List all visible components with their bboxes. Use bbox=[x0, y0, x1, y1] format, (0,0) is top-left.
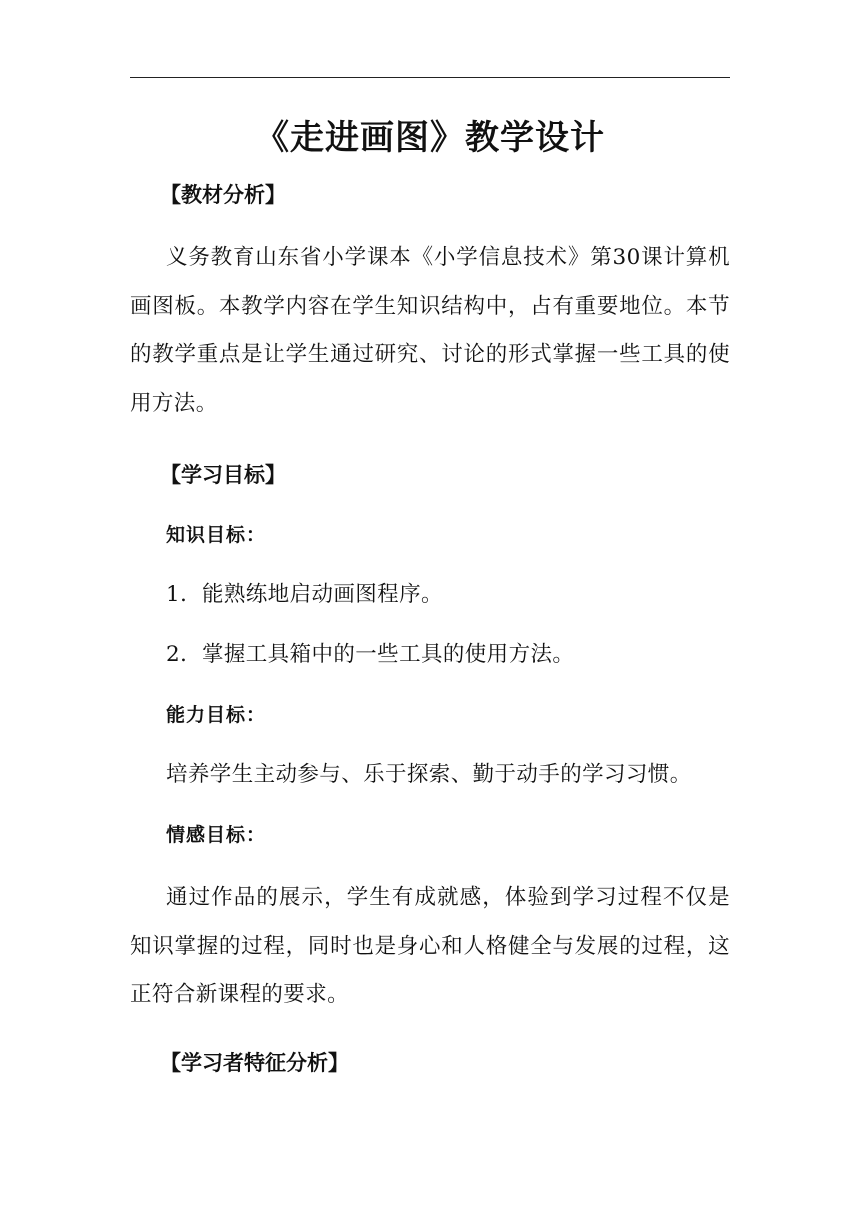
emotion-goals-label: 情感目标： bbox=[166, 824, 267, 846]
section-heading-material-analysis: 【教材分析】 bbox=[160, 182, 286, 207]
emotion-goals-paragraph: 通过作品的展示，学生有成就感，体验到学习过程不仅是知识掌握的过程，同时也是身心和人格健全与发展的过程，这正符合新课程的要求。 bbox=[130, 885, 730, 1007]
section-heading-learning-goals: 【学习目标】 bbox=[160, 462, 286, 487]
document-body bbox=[130, 174, 730, 1084]
header-rule bbox=[130, 77, 730, 78]
ability-goals-text: 培养学生主动参与、乐于探索、勤于动手的学习习惯。 bbox=[166, 762, 692, 787]
document-title: 《走进画图》教学设计 bbox=[255, 118, 605, 158]
section-heading-learner-analysis: 【学习者特征分析】 bbox=[160, 1049, 349, 1075]
ability-goals-label: 能力目标： bbox=[166, 704, 267, 726]
material-analysis-paragraph: 义务教育山东省小学课本《小学信息技术》第30课计算机画图板。本教学内容在学生知识结构中，占有重要地位。本节的教学重点是让学生通过研究、讨论的形式掌握一些工具的使用方法。 bbox=[130, 245, 730, 416]
knowledge-goal-item: 2．掌握工具箱中的一些工具的使用方法。 bbox=[166, 642, 575, 667]
knowledge-goal-item: 1．能熟练地启动画图程序。 bbox=[166, 582, 443, 607]
knowledge-goals-label: 知识目标： bbox=[166, 524, 267, 546]
